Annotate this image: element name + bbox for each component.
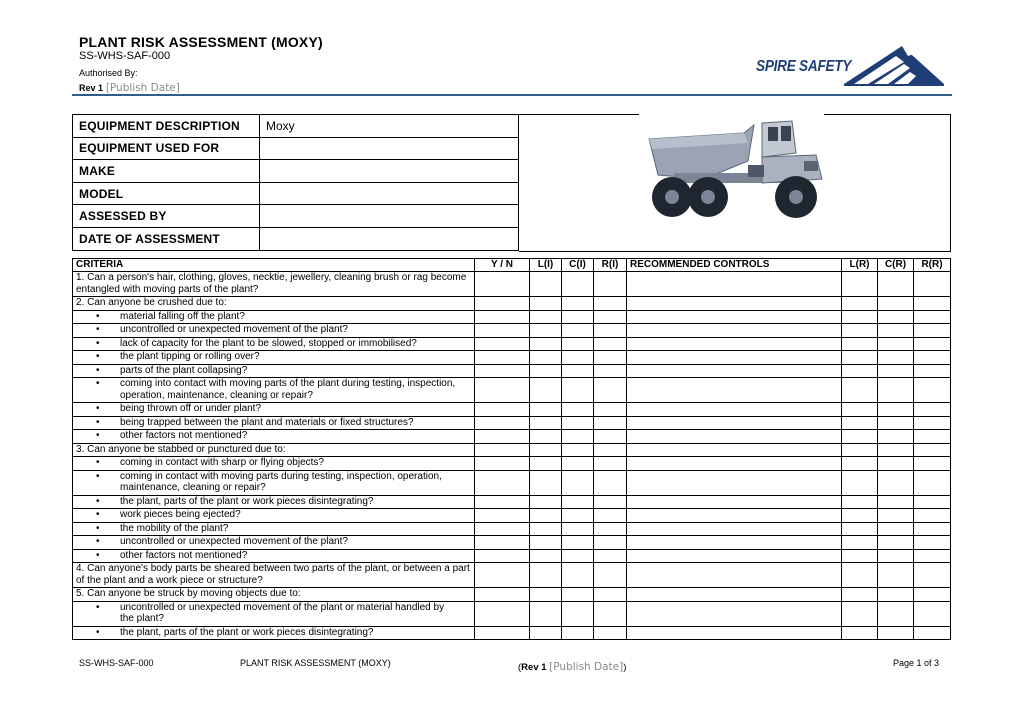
ci-cell[interactable] [562, 457, 594, 471]
li-cell[interactable] [530, 588, 562, 602]
equipment-image-box [519, 114, 951, 252]
lr-cell[interactable] [842, 297, 878, 311]
li-cell[interactable] [530, 324, 562, 338]
recommended-controls-cell[interactable] [627, 416, 842, 430]
cr-cell[interactable] [878, 443, 914, 457]
rr-cell[interactable] [914, 457, 951, 471]
articulated-dump-truck-icon [644, 117, 829, 227]
criteria-row [73, 297, 951, 311]
li-cell[interactable] [530, 470, 562, 495]
recommended-controls-cell[interactable] [627, 378, 842, 403]
criteria-row [73, 337, 951, 351]
bullet-icon: • [96, 324, 100, 335]
rr-cell[interactable] [914, 310, 951, 324]
criteria-text: • the plant, parts of the plant or work pieces disintegrating? [73, 495, 475, 509]
ci-cell[interactable] [562, 272, 594, 297]
yn-cell[interactable] [475, 457, 530, 471]
criteria-row [73, 457, 951, 471]
ri-header: R(I) [594, 259, 627, 272]
criteria-row [73, 364, 951, 378]
criteria-text: 5. Can anyone be struck by moving objects due to: [73, 588, 475, 602]
criteria-row [73, 626, 951, 640]
li-header: L(I) [530, 259, 562, 272]
equipment-label: MODEL [73, 182, 260, 205]
lr-cell[interactable] [842, 470, 878, 495]
recommended-controls-cell[interactable] [627, 626, 842, 640]
ci-header: C(I) [562, 259, 594, 272]
lr-cell[interactable] [842, 563, 878, 588]
spire-safety-logo [756, 42, 946, 90]
ci-cell[interactable] [562, 324, 594, 338]
criteria-text: • other factors not mentioned? [73, 549, 475, 563]
yn-cell[interactable] [475, 495, 530, 509]
ri-cell[interactable] [594, 509, 627, 523]
ri-cell[interactable] [594, 588, 627, 602]
lr-cell[interactable] [842, 626, 878, 640]
equipment-value-field[interactable] [260, 137, 519, 160]
li-cell[interactable] [530, 495, 562, 509]
ri-cell[interactable] [594, 403, 627, 417]
recommended-controls-cell[interactable] [627, 563, 842, 588]
equipment-value-field[interactable]: Moxy [260, 115, 519, 138]
ci-cell[interactable] [562, 601, 594, 626]
recommended-controls-cell[interactable] [627, 536, 842, 550]
cr-cell[interactable] [878, 457, 914, 471]
li-cell[interactable] [530, 443, 562, 457]
rr-cell[interactable] [914, 522, 951, 536]
recommended-controls-header: RECOMMENDED CONTROLS [627, 259, 842, 272]
equipment-row [73, 160, 519, 183]
recommended-controls-cell[interactable] [627, 457, 842, 471]
ci-cell[interactable] [562, 378, 594, 403]
ri-cell[interactable] [594, 337, 627, 351]
criteria-row [73, 536, 951, 550]
yn-cell[interactable] [475, 549, 530, 563]
footer-publish-date-placeholder: [Publish Date] [549, 661, 624, 673]
lr-header: L(R) [842, 259, 878, 272]
li-cell[interactable] [530, 549, 562, 563]
yn-cell[interactable] [475, 588, 530, 602]
bullet-icon: • [96, 378, 100, 389]
rr-cell[interactable] [914, 364, 951, 378]
criteria-text: 2. Can anyone be crushed due to: [73, 297, 475, 311]
ri-cell[interactable] [594, 495, 627, 509]
criteria-text: • being trapped between the plant and materials or fixed structures? [73, 416, 475, 430]
criteria-text: • being thrown off or under plant? [73, 403, 475, 417]
bullet-icon: • [96, 626, 100, 638]
ri-cell[interactable] [594, 563, 627, 588]
cr-cell[interactable] [878, 378, 914, 403]
criteria-text: • material falling off the plant? [73, 310, 475, 324]
lr-cell[interactable] [842, 310, 878, 324]
cr-cell[interactable] [878, 364, 914, 378]
rr-cell[interactable] [914, 601, 951, 626]
ci-cell[interactable] [562, 310, 594, 324]
ri-cell[interactable] [594, 470, 627, 495]
li-cell[interactable] [530, 457, 562, 471]
yn-cell[interactable] [475, 378, 530, 403]
footer-revision-label: Rev 1 [521, 662, 547, 673]
criteria-row [73, 351, 951, 365]
recommended-controls-cell[interactable] [627, 272, 842, 297]
equipment-label: DATE OF ASSESSMENT [73, 227, 260, 250]
cr-cell[interactable] [878, 324, 914, 338]
criteria-header-row [73, 259, 951, 272]
footer-page-number: Page 1 of 3 [893, 658, 940, 668]
lr-cell[interactable] [842, 495, 878, 509]
cr-cell[interactable] [878, 403, 914, 417]
cr-cell[interactable] [878, 470, 914, 495]
ci-cell[interactable] [562, 495, 594, 509]
criteria-row [73, 509, 951, 523]
criteria-row [73, 403, 951, 417]
recommended-controls-cell[interactable] [627, 509, 842, 523]
ri-cell[interactable] [594, 310, 627, 324]
document-header [79, 34, 323, 95]
equipment-row [73, 205, 519, 228]
ri-cell[interactable] [594, 416, 627, 430]
ci-cell[interactable] [562, 588, 594, 602]
ri-cell[interactable] [594, 626, 627, 640]
ri-cell[interactable] [594, 457, 627, 471]
bullet-icon: • [96, 509, 100, 520]
li-cell[interactable] [530, 297, 562, 311]
cr-cell[interactable] [878, 509, 914, 523]
ci-cell[interactable] [562, 297, 594, 311]
ci-cell[interactable] [562, 549, 594, 563]
cr-cell[interactable] [878, 337, 914, 351]
cr-cell[interactable] [878, 522, 914, 536]
recommended-controls-cell[interactable] [627, 588, 842, 602]
recommended-controls-cell[interactable] [627, 351, 842, 365]
yn-cell[interactable] [475, 297, 530, 311]
authorised-by-label: Authorised By: [79, 68, 138, 78]
yn-cell[interactable] [475, 536, 530, 550]
equipment-label: EQUIPMENT USED FOR [73, 137, 260, 160]
criteria-text: • uncontrolled or unexpected movement of the plant? [73, 536, 475, 550]
ci-cell[interactable] [562, 509, 594, 523]
equipment-row [73, 227, 519, 250]
yn-cell[interactable] [475, 626, 530, 640]
criteria-table [72, 258, 951, 640]
recommended-controls-cell[interactable] [627, 601, 842, 626]
criteria-text: • uncontrolled or unexpected movement of the plant or material handled by the plant? [73, 601, 475, 626]
criteria-row [73, 470, 951, 495]
criteria-text: • the mobility of the plant? [73, 522, 475, 536]
equipment-label: MAKE [73, 160, 260, 183]
rr-cell[interactable] [914, 416, 951, 430]
criteria-row [73, 443, 951, 457]
li-cell[interactable] [530, 601, 562, 626]
rr-cell[interactable] [914, 443, 951, 457]
lr-cell[interactable] [842, 430, 878, 444]
document-code: SS-WHS-SAF-000 [79, 50, 171, 62]
lr-cell[interactable] [842, 588, 878, 602]
ri-cell[interactable] [594, 601, 627, 626]
lr-cell[interactable] [842, 337, 878, 351]
ci-cell[interactable] [562, 443, 594, 457]
yn-cell[interactable] [475, 351, 530, 365]
recommended-controls-cell[interactable] [627, 443, 842, 457]
ri-cell[interactable] [594, 272, 627, 297]
bullet-icon: • [96, 403, 100, 414]
lr-cell[interactable] [842, 378, 878, 403]
yn-cell[interactable] [475, 310, 530, 324]
cr-cell[interactable] [878, 351, 914, 365]
yn-cell[interactable] [475, 509, 530, 523]
ci-cell[interactable] [562, 563, 594, 588]
li-cell[interactable] [530, 536, 562, 550]
criteria-text: • lack of capacity for the plant to be slowed, stopped or immobilised? [73, 337, 475, 351]
criteria-row [73, 324, 951, 338]
criteria-row [73, 522, 951, 536]
equipment-value-field[interactable] [260, 160, 519, 183]
criteria-row [73, 430, 951, 444]
yn-cell[interactable] [475, 272, 530, 297]
ci-cell[interactable] [562, 337, 594, 351]
ci-cell[interactable] [562, 626, 594, 640]
recommended-controls-cell[interactable] [627, 324, 842, 338]
rr-cell[interactable] [914, 495, 951, 509]
ci-cell[interactable] [562, 403, 594, 417]
criteria-row [73, 272, 951, 297]
ri-cell[interactable] [594, 364, 627, 378]
bullet-icon: • [96, 337, 100, 349]
rr-cell[interactable] [914, 626, 951, 640]
lr-cell[interactable] [842, 601, 878, 626]
bullet-icon: • [96, 549, 100, 561]
rr-cell[interactable] [914, 403, 951, 417]
rr-cell[interactable] [914, 351, 951, 365]
equipment-row [73, 137, 519, 160]
criteria-text: • coming into contact with moving parts of the plant during testing, inspection, operation, maintenance, cleaning or repair? [73, 378, 475, 403]
cr-header: C(R) [878, 259, 914, 272]
recommended-controls-cell[interactable] [627, 495, 842, 509]
criteria-row [73, 310, 951, 324]
bullet-icon: • [96, 495, 100, 507]
rr-cell[interactable] [914, 470, 951, 495]
criteria-text: • the plant tipping or rolling over? [73, 351, 475, 365]
ci-cell[interactable] [562, 416, 594, 430]
lr-cell[interactable] [842, 272, 878, 297]
bullet-icon: • [96, 470, 100, 482]
lr-cell[interactable] [842, 416, 878, 430]
criteria-text: 3. Can anyone be stabbed or punctured due to: [73, 443, 475, 457]
criteria-row [73, 588, 951, 602]
criteria-header: CRITERIA [73, 259, 475, 272]
yn-header: Y / N [475, 259, 530, 272]
equipment-label: ASSESSED BY [73, 205, 260, 228]
ri-cell[interactable] [594, 443, 627, 457]
cr-cell[interactable] [878, 601, 914, 626]
criteria-text: • the plant, parts of the plant or work pieces disintegrating? [73, 626, 475, 640]
li-cell[interactable] [530, 310, 562, 324]
li-cell[interactable] [530, 351, 562, 365]
lr-cell[interactable] [842, 351, 878, 365]
li-cell[interactable] [530, 522, 562, 536]
recommended-controls-cell[interactable] [627, 430, 842, 444]
li-cell[interactable] [530, 509, 562, 523]
ci-cell[interactable] [562, 351, 594, 365]
criteria-text: • coming in contact with sharp or flying objects? [73, 457, 475, 471]
yn-cell[interactable] [475, 324, 530, 338]
recommended-controls-cell[interactable] [627, 297, 842, 311]
ci-cell[interactable] [562, 536, 594, 550]
li-cell[interactable] [530, 626, 562, 640]
criteria-row [73, 563, 951, 588]
criteria-row [73, 601, 951, 626]
bullet-icon: • [96, 601, 100, 613]
lr-cell[interactable] [842, 443, 878, 457]
ci-cell[interactable] [562, 364, 594, 378]
equipment-value-field[interactable] [260, 227, 519, 250]
criteria-text: • work pieces being ejected? [73, 509, 475, 523]
bullet-icon: • [96, 536, 100, 547]
logo-text: SPIRE SAFETY [756, 58, 852, 75]
equipment-row [73, 115, 519, 138]
cr-cell[interactable] [878, 416, 914, 430]
li-cell[interactable] [530, 378, 562, 403]
yn-cell[interactable] [475, 563, 530, 588]
equipment-label: EQUIPMENT DESCRIPTION [73, 115, 260, 138]
lr-cell[interactable] [842, 536, 878, 550]
yn-cell[interactable] [475, 522, 530, 536]
document-title: PLANT RISK ASSESSMENT (MOXY) [79, 34, 323, 50]
yn-cell[interactable] [475, 430, 530, 444]
equipment-value-field[interactable] [260, 205, 519, 228]
header-divider [72, 94, 952, 96]
recommended-controls-cell[interactable] [627, 549, 842, 563]
yn-cell[interactable] [475, 403, 530, 417]
rr-cell[interactable] [914, 378, 951, 403]
li-cell[interactable] [530, 272, 562, 297]
equipment-value-field[interactable] [260, 182, 519, 205]
ri-cell[interactable] [594, 324, 627, 338]
rr-cell[interactable] [914, 549, 951, 563]
bullet-icon: • [96, 457, 100, 468]
yn-cell[interactable] [475, 601, 530, 626]
publish-date-placeholder: [Publish Date] [105, 82, 180, 94]
criteria-text: 4. Can anyone's body parts be sheared between two parts of the plant, or between a part of the plant and a work piece or structure? [73, 563, 475, 588]
yn-cell[interactable] [475, 416, 530, 430]
recommended-controls-cell[interactable] [627, 522, 842, 536]
rr-cell[interactable] [914, 563, 951, 588]
ri-cell[interactable] [594, 536, 627, 550]
bullet-icon: • [96, 522, 100, 534]
lr-cell[interactable] [842, 522, 878, 536]
lr-cell[interactable] [842, 549, 878, 563]
mountain-logo-icon [844, 42, 944, 88]
ci-cell[interactable] [562, 470, 594, 495]
yn-cell[interactable] [475, 337, 530, 351]
li-cell[interactable] [530, 364, 562, 378]
li-cell[interactable] [530, 563, 562, 588]
cr-cell[interactable] [878, 297, 914, 311]
yn-cell[interactable] [475, 443, 530, 457]
cr-cell[interactable] [878, 588, 914, 602]
rr-cell[interactable] [914, 297, 951, 311]
footer-doc-code: SS-WHS-SAF-000 [79, 658, 154, 668]
cr-cell[interactable] [878, 495, 914, 509]
rr-cell[interactable] [914, 430, 951, 444]
rr-cell[interactable] [914, 337, 951, 351]
ri-cell[interactable] [594, 378, 627, 403]
li-cell[interactable] [530, 416, 562, 430]
yn-cell[interactable] [475, 364, 530, 378]
bullet-icon: • [96, 430, 100, 441]
ri-cell[interactable] [594, 430, 627, 444]
bullet-icon: • [96, 310, 100, 322]
criteria-row [73, 378, 951, 403]
ri-cell[interactable] [594, 549, 627, 563]
cr-cell[interactable] [878, 536, 914, 550]
criteria-row [73, 416, 951, 430]
equipment-table [72, 114, 519, 251]
bullet-icon: • [96, 364, 100, 376]
recommended-controls-cell[interactable] [627, 403, 842, 417]
ri-cell[interactable] [594, 351, 627, 365]
lr-cell[interactable] [842, 324, 878, 338]
yn-cell[interactable] [475, 470, 530, 495]
cr-cell[interactable] [878, 310, 914, 324]
lr-cell[interactable] [842, 403, 878, 417]
revision-label: Rev 1 [79, 83, 104, 93]
criteria-text: 1. Can a person's hair, clothing, gloves, necktie, jewellery, cleaning brush or rag become entangled with moving parts of the plant? [73, 272, 475, 297]
recommended-controls-cell[interactable] [627, 337, 842, 351]
footer-title: PLANT RISK ASSESSMENT (MOXY) [240, 658, 391, 668]
bullet-icon: • [96, 416, 100, 428]
li-cell[interactable] [530, 430, 562, 444]
bullet-icon: • [96, 351, 100, 362]
criteria-row [73, 495, 951, 509]
recommended-controls-cell[interactable] [627, 310, 842, 324]
li-cell[interactable] [530, 337, 562, 351]
criteria-body [73, 272, 951, 640]
cr-cell[interactable] [878, 563, 914, 588]
cr-cell[interactable] [878, 549, 914, 563]
ri-cell[interactable] [594, 522, 627, 536]
ci-cell[interactable] [562, 522, 594, 536]
criteria-text: • other factors not mentioned? [73, 430, 475, 444]
footer-revision: (Rev 1 [Publish Date]) [518, 661, 627, 673]
ci-cell[interactable] [562, 430, 594, 444]
cr-cell[interactable] [878, 626, 914, 640]
rr-cell[interactable] [914, 272, 951, 297]
criteria-text: • coming in contact with moving parts during testing, inspection, operation, maintenance, cleaning or repair? [73, 470, 475, 495]
li-cell[interactable] [530, 403, 562, 417]
criteria-row [73, 549, 951, 563]
rr-cell[interactable] [914, 588, 951, 602]
ri-cell[interactable] [594, 297, 627, 311]
lr-cell[interactable] [842, 457, 878, 471]
rr-cell[interactable] [914, 536, 951, 550]
equipment-row [73, 182, 519, 205]
criteria-text: • uncontrolled or unexpected movement of the plant? [73, 324, 475, 338]
criteria-text: • parts of the plant collapsing? [73, 364, 475, 378]
lr-cell[interactable] [842, 509, 878, 523]
rr-cell[interactable] [914, 324, 951, 338]
lr-cell[interactable] [842, 364, 878, 378]
recommended-controls-cell[interactable] [627, 364, 842, 378]
rr-cell[interactable] [914, 509, 951, 523]
cr-cell[interactable] [878, 430, 914, 444]
recommended-controls-cell[interactable] [627, 470, 842, 495]
rr-header: R(R) [914, 259, 951, 272]
cr-cell[interactable] [878, 272, 914, 297]
